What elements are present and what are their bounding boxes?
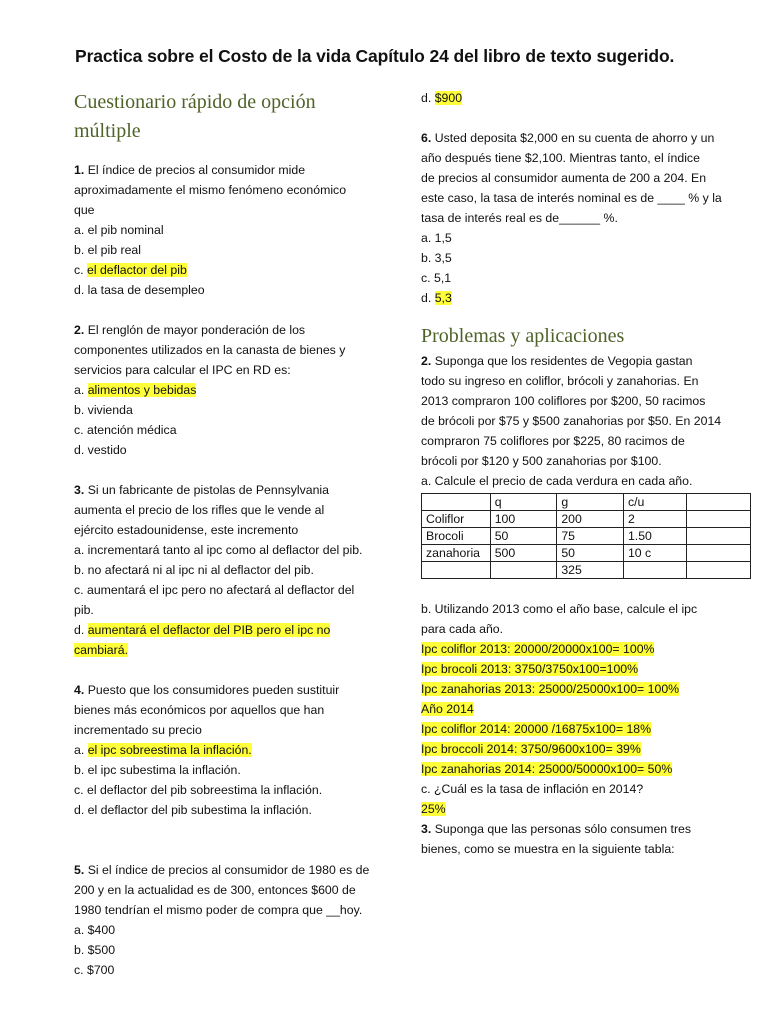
option-d-cont	[74, 640, 374, 660]
table-row	[422, 562, 751, 579]
question-6	[421, 128, 731, 308]
option-d: d. el deflactor del pib subestima la inflación.	[74, 803, 312, 817]
question-5-option-d: d. $900	[421, 91, 463, 105]
question-text	[74, 680, 374, 700]
problem-line: de brócoli por $75 y $500 zanahorias por $50. En 2014	[421, 414, 722, 428]
table-cell: 500	[490, 545, 557, 562]
table-row	[422, 494, 751, 511]
question-line: Si el índice de precios al consumidor de 1980 es de	[87, 863, 370, 877]
option-a: a. $400	[74, 923, 116, 937]
highlighted-answer: Ipc zanahorias 2014: 25000/50000x100= 50%	[421, 762, 673, 776]
part-b-prompt-cont: para cada año.	[421, 622, 504, 636]
highlighted-answer: cambiará.	[74, 643, 128, 657]
highlighted-answer: $900	[434, 91, 463, 105]
highlighted-answer: alimentos y bebidas	[87, 383, 197, 397]
table-cell: 325	[557, 562, 624, 579]
question-line: Usted deposita $2,000 en su cuenta de ahorro y un	[434, 131, 715, 145]
table-cell	[422, 562, 491, 579]
option-d: d. vestido	[74, 443, 127, 457]
highlighted-answer: Ipc coliflor 2013: 20000/20000x100= 100%	[421, 642, 655, 656]
table-cell	[687, 545, 751, 562]
option-a: a. incrementará tanto al ipc como al deflactor del pib.	[74, 543, 363, 557]
question-number: 6.	[421, 131, 432, 145]
question-number: 3.	[74, 483, 85, 497]
highlighted-answer: Ipc zanahorias 2013: 25000/25000x100= 100%	[421, 682, 680, 696]
option-a: a. el ipc sobreestima la inflación.	[74, 743, 252, 757]
question-line: servicios para calcular el IPC en RD es:	[74, 363, 291, 377]
answer-line	[421, 739, 731, 759]
section-heading-problems: Problemas y aplicaciones	[421, 325, 625, 347]
option-b: b. no afectará ni al ipc ni al deflactor del pib.	[74, 563, 314, 577]
answer-line	[421, 659, 731, 679]
option-c-cont: pib.	[74, 603, 94, 617]
problem-line: bienes, como se muestra en la siguiente tabla:	[421, 842, 675, 856]
answer-line	[421, 719, 731, 739]
answer-line	[421, 679, 731, 699]
table-row	[422, 545, 751, 562]
part-c-prompt: c. ¿Cuál es la tasa de inflación en 2014?	[421, 782, 644, 796]
question-line: de precios al consumidor aumenta de 200 a 204. En	[421, 171, 707, 185]
problem-line: Suponga que los residentes de Vegopia gastan	[434, 354, 693, 368]
highlighted-answer: Ipc brocoli 2013: 3750/3750x100=100%	[421, 662, 639, 676]
question-line: El índice de precios al consumidor mide	[87, 163, 306, 177]
option-c: c. el deflactor del pib sobreestima la inflación.	[74, 783, 323, 797]
problem-line: 2013 compraron 100 coliflores por $200, 50 racimos	[421, 394, 706, 408]
question-1	[74, 160, 374, 300]
option-a: a. 1,5	[421, 231, 452, 245]
question-4	[74, 680, 374, 820]
highlighted-answer: el deflactor del pib	[86, 263, 187, 277]
option-a: a. alimentos y bebidas	[74, 383, 197, 397]
option-d: d. 5,3	[421, 291, 452, 305]
question-3	[74, 480, 374, 660]
question-text	[74, 480, 374, 500]
option-b: b. $500	[74, 943, 116, 957]
part-c-answer	[421, 799, 731, 819]
answer-line	[421, 759, 731, 779]
page-title: Practica sobre el Costo de la vida Capítulo 24 del libro de texto sugerido.	[75, 46, 675, 66]
problem-line: todo su ingreso en coliflor, brócoli y zanahorias. En	[421, 374, 699, 388]
option-c: c. el deflactor del pib	[74, 263, 187, 277]
highlighted-answer: 5,3	[434, 291, 452, 305]
part-a-prompt: a. Calcule el precio de cada verdura en cada año.	[421, 474, 693, 488]
problem-text	[421, 819, 731, 839]
table-row	[422, 511, 751, 528]
table-cell	[623, 562, 687, 579]
question-line: que	[74, 203, 95, 217]
vegetable-price-table	[421, 493, 751, 579]
answer-line	[421, 639, 731, 659]
part-b-prompt: b. Utilizando 2013 como el año base, calcule el ipc	[421, 602, 698, 616]
question-line: este caso, la tasa de interés nominal es de ____ % y la	[421, 191, 722, 205]
question-number: 2.	[74, 323, 85, 337]
option-d: d. la tasa de desempleo	[74, 283, 205, 297]
problem-2	[421, 351, 731, 819]
question-line: incrementado su precio	[74, 723, 202, 737]
question-text	[74, 860, 374, 880]
section-heading-quiz	[74, 88, 374, 146]
question-text	[74, 320, 374, 340]
table-cell: 50	[557, 545, 624, 562]
table-cell: g	[557, 494, 624, 511]
question-line: ejército estadounidense, este incremento	[74, 523, 299, 537]
highlighted-answer: 25%	[421, 802, 446, 816]
problem-text	[421, 351, 731, 371]
question-line: componentes utilizados en la canasta de bienes y	[74, 343, 346, 357]
option-b: b. 3,5	[421, 251, 452, 265]
problem-line: brócoli por $120 y 500 zanahorias por $100.	[421, 454, 662, 468]
table-cell: 100	[490, 511, 557, 528]
question-line: año después tiene $2,100. Mientras tanto, el índice	[421, 151, 700, 165]
table-row	[422, 528, 751, 545]
option-c: c. 5,1	[421, 271, 452, 285]
table-cell: 50	[490, 528, 557, 545]
table-cell	[687, 562, 751, 579]
question-number: 5.	[74, 863, 85, 877]
option-b: b. vivienda	[74, 403, 133, 417]
table-cell: Brocoli	[422, 528, 491, 545]
question-line: aumenta el precio de los rifles que le vende al	[74, 503, 325, 517]
answer-line	[421, 699, 731, 719]
option-b: b. el pib real	[74, 243, 141, 257]
option-c: c. aumentará el ipc pero no afectará al deflactor del	[74, 583, 355, 597]
question-line: tasa de interés real es de______ %.	[421, 211, 618, 225]
problem-line: Suponga que las personas sólo consumen tres	[434, 822, 692, 836]
table-cell: 2	[623, 511, 687, 528]
question-text	[74, 160, 374, 180]
table-cell	[687, 511, 751, 528]
right-column	[421, 88, 731, 859]
heading-line: Cuestionario rápido de opción	[74, 91, 316, 113]
table-cell: q	[490, 494, 557, 511]
question-5	[74, 860, 374, 980]
question-line: El renglón de mayor ponderación de los	[87, 323, 306, 337]
question-number: 4.	[74, 683, 85, 697]
answer-list	[421, 639, 731, 779]
table-cell	[687, 528, 751, 545]
table-cell: 1.50	[623, 528, 687, 545]
left-column	[74, 88, 374, 980]
question-number: 1.	[74, 163, 85, 177]
highlighted-answer: aumentará el deflactor del PIB pero el ipc no	[87, 623, 331, 637]
highlighted-answer: Ipc coliflor 2014: 20000 /16875x100= 18%	[421, 722, 652, 736]
table-cell	[422, 494, 491, 511]
question-2	[74, 320, 374, 460]
problem-line: compraron 75 coliflores por $225, 80 racimos de	[421, 434, 685, 448]
highlighted-answer: Año 2014	[421, 702, 474, 716]
question-line: Si un fabricante de pistolas de Pennsylvania	[87, 483, 329, 497]
table-cell: zanahoria	[422, 545, 491, 562]
option-d: d. aumentará el deflactor del PIB pero el ipc no	[74, 623, 331, 637]
highlighted-answer: el ipc sobreestima la inflación.	[87, 743, 252, 757]
heading-line: múltiple	[74, 120, 141, 142]
question-line: Puesto que los consumidores pueden sustituir	[87, 683, 340, 697]
table-cell: 75	[557, 528, 624, 545]
question-text	[421, 128, 731, 148]
option-b: b. el ipc subestima la inflación.	[74, 763, 241, 777]
table-cell	[490, 562, 557, 579]
problem-number: 2.	[421, 354, 432, 368]
problem-number: 3.	[421, 822, 432, 836]
question-line: bienes más económicos por aquellos que han	[74, 703, 325, 717]
table-cell: c/u	[623, 494, 687, 511]
table-cell	[687, 494, 751, 511]
question-line: 1980 tendrían el mismo poder de compra que __hoy.	[74, 903, 363, 917]
table-cell: Coliflor	[422, 511, 491, 528]
option-c: c. atención médica	[74, 423, 177, 437]
problem-3	[421, 819, 731, 859]
question-line: aproximadamente el mismo fenómeno económico	[74, 183, 347, 197]
highlighted-answer: Ipc broccoli 2014: 3750/9600x100= 39%	[421, 742, 641, 756]
table-cell: 200	[557, 511, 624, 528]
table-cell: 10 c	[623, 545, 687, 562]
option-a: a. el pib nominal	[74, 223, 164, 237]
option-c: c. $700	[74, 963, 115, 977]
question-line: 200 y en la actualidad es de 300, entonces $600 de	[74, 883, 356, 897]
